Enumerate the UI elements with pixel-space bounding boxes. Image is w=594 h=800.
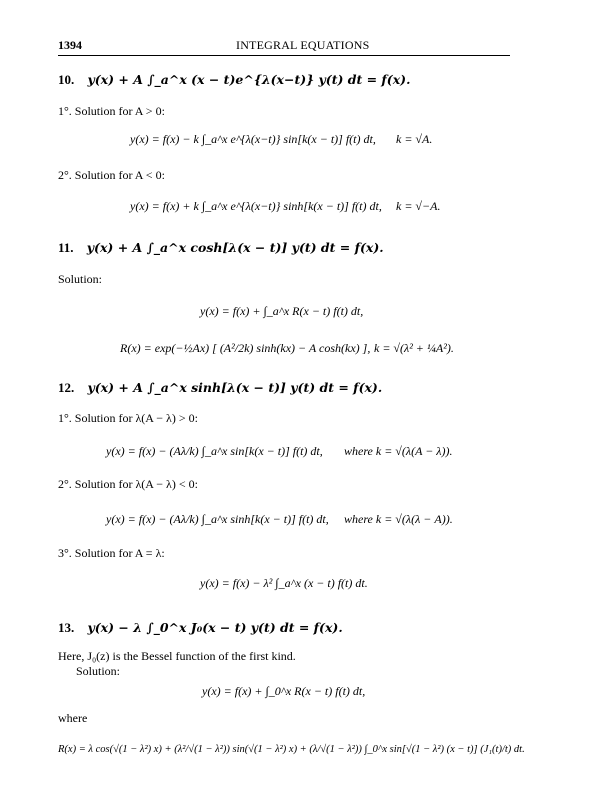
eq12-heading [58, 380, 382, 396]
eq11-heading [58, 240, 384, 256]
eq11-formula2-k: k = √(λ² + ¼A²). [374, 341, 454, 355]
eq11-formula1: y(x) = f(x) + ∫_a^x R(x − t) f(t) dt, [200, 304, 364, 318]
eq10-case1-formula: y(x) = f(x) − k ∫_a^x e^{λ(x−t)} sin[k(x − t)] f(t) dt, [130, 132, 376, 146]
eq10-equation: y(x) + A ∫_a^x (x − t)e^{λ(x−t)} y(t) dt = f(x). [87, 72, 411, 87]
eq12-case3-formula: y(x) = f(x) − λ² ∫_a^x (x − t) f(t) dt. [200, 576, 368, 590]
eq10-case2-k: k = √−A. [396, 199, 441, 213]
eq11-equation: y(x) + A ∫_a^x cosh[λ(x − t)] y(t) dt = f(x). [86, 240, 384, 255]
eq13-formula1: y(x) = f(x) + ∫_0^x R(x − t) f(t) dt, [202, 684, 366, 698]
eq12-case2-k: where k = √(λ(λ − A)). [344, 512, 453, 526]
eq13-heading [58, 620, 343, 636]
eq12-equation: y(x) + A ∫_a^x sinh[λ(x − t)] y(t) dt = f(x). [87, 380, 383, 395]
eq12-case1-formula: y(x) = f(x) − (Aλ/k) ∫_a^x sin[k(x − t)] f(t) dt, [106, 444, 323, 458]
eq10-case2-label: 2°. Solution for A < 0: [58, 168, 165, 182]
eq13-note: Here, J₀(z) is the Bessel function of the first kind. [58, 649, 296, 663]
eq11-solution-label: Solution: [58, 272, 103, 286]
eq12-number: 12. [58, 380, 75, 395]
eq12-case1-label: 1°. Solution for λ(A − λ) > 0: [58, 411, 198, 425]
eq11-number: 11. [58, 240, 74, 255]
eq13-where-label: where [58, 711, 88, 725]
eq10-case2-formula: y(x) = f(x) + k ∫_a^x e^{λ(x−t)} sinh[k(x − t)] f(t) dt, [130, 199, 382, 213]
eq12-case1-k: where k = √(λ(A − λ)). [344, 444, 453, 458]
eq12-case2-label: 2°. Solution for λ(A − λ) < 0: [58, 477, 198, 491]
eq12-case3-label: 3°. Solution for A = λ: [58, 546, 165, 560]
header-rule [58, 55, 510, 56]
eq10-case1-k: k = √A. [396, 132, 433, 146]
eq11-formula2: R(x) = exp(−½Ax) [ (A²/2k) sinh(kx) − A cosh(kx) ], [120, 341, 371, 355]
eq10-case1-label: 1°. Solution for A > 0: [58, 104, 165, 118]
eq13-equation: y(x) − λ ∫_0^x J₀(x − t) y(t) dt = f(x). [87, 620, 343, 635]
eq10-heading [58, 72, 410, 88]
eq13-solution-label: Solution: [76, 664, 121, 678]
eq13-formula2: R(x) = λ cos(√(1 − λ²) x) + (λ²/√(1 − λ²)) sin(√(1 − λ²) x) + (λ/√(1 − λ²)) ∫_0^x sin[√(1 − λ²) (x − t)] (J₁(t)/t) dt. [58, 744, 525, 755]
eq10-number: 10. [58, 72, 75, 87]
page-number: 1394 [58, 38, 82, 52]
running-title: INTEGRAL EQUATIONS [236, 38, 370, 52]
eq13-number: 13. [58, 620, 75, 635]
eq12-case2-formula: y(x) = f(x) − (Aλ/k) ∫_a^x sinh[k(x − t)] f(t) dt, [106, 512, 329, 526]
